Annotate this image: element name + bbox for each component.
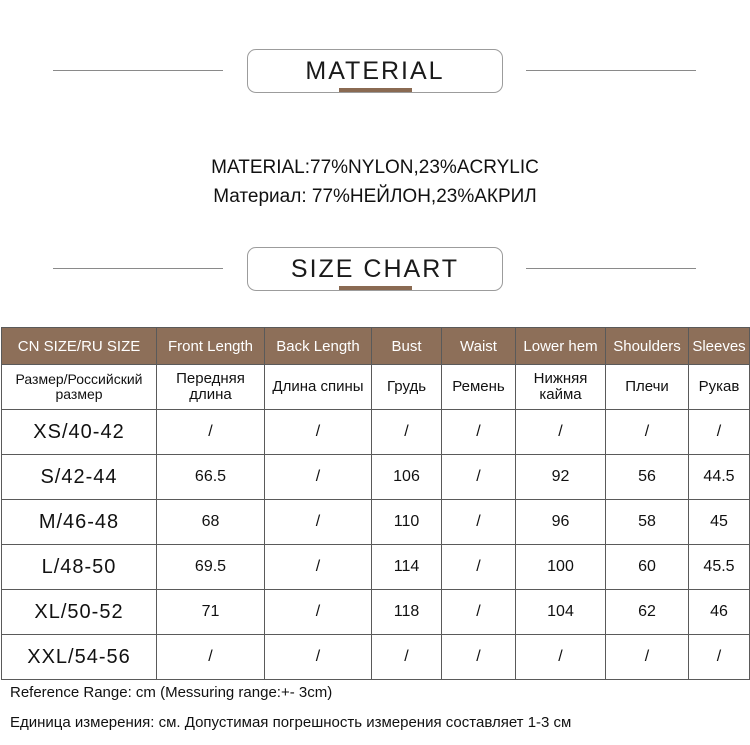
size-chart-section-header [0,247,750,291]
measurement-cell: / [689,635,750,680]
measurement-cell: / [265,455,372,500]
measurement-cell: 92 [516,455,606,500]
measurement-cell: 106 [372,455,442,500]
measurement-cell: 114 [372,545,442,590]
material-title-pill [247,49,503,93]
measurement-cell: 69.5 [157,545,265,590]
table-row [2,545,750,590]
measurement-cell: 100 [516,545,606,590]
table-header-row [2,328,750,365]
column-header: Back Length [265,328,372,365]
divider-line [53,268,223,269]
size-cell: XS/40-42 [2,410,157,455]
column-header: CN SIZE/RU SIZE [2,328,157,365]
material-composition-ru: Материал: 77%НЕЙЛОН,23%АКРИЛ [213,186,537,207]
column-header-ru: Нижняя кайма [516,365,606,410]
measurement-cell: / [442,635,516,680]
measurement-cell: / [265,635,372,680]
measurement-cell: / [606,635,689,680]
size-cell: L/48-50 [2,545,157,590]
column-header-ru: Длина спины [265,365,372,410]
size-chart-title-pill [247,247,503,291]
reference-range-note-en: Reference Range: cm (Messuring range:+- 3cm) [10,684,333,701]
column-header-ru: Рукав [689,365,750,410]
size-cell: M/46-48 [2,500,157,545]
measurement-cell: 66.5 [157,455,265,500]
measurement-cell: 71 [157,590,265,635]
size-chart-title: SIZE CHART [290,254,460,283]
size-cell: XL/50-52 [2,590,157,635]
measurement-cell: 96 [516,500,606,545]
table-row [2,500,750,545]
measurement-cell: 110 [372,500,442,545]
measurement-cell: 68 [157,500,265,545]
measurement-cell: / [442,590,516,635]
column-header: Sleeves [689,328,750,365]
measurement-cell: / [442,545,516,590]
column-header: Shoulders [606,328,689,365]
column-header-ru: Передняя длина [157,365,265,410]
column-header-ru: Размер/Российский размер [2,365,157,410]
measurement-cell: 58 [606,500,689,545]
measurement-cell: 62 [606,590,689,635]
material-composition-en: MATERIAL:77%NYLON,23%ACRYLIC [211,157,539,178]
measurement-cell: / [157,410,265,455]
title-accent-bar [339,88,412,92]
table-row [2,410,750,455]
column-header: Bust [372,328,442,365]
table-row [2,635,750,680]
measurement-cell: / [442,500,516,545]
divider-line [526,70,696,71]
measurement-cell: / [265,410,372,455]
reference-range-note-ru: Единица измерения: см. Допустимая погрешность измерения составляет 1-3 см [10,714,572,731]
measurement-cell: 104 [516,590,606,635]
measurement-cell: 56 [606,455,689,500]
measurement-cell: 45.5 [689,545,750,590]
column-header-ru: Плечи [606,365,689,410]
measurement-cell: / [516,410,606,455]
measurement-cell: / [372,410,442,455]
divider-line [526,268,696,269]
table-row [2,455,750,500]
measurement-cell: 44.5 [689,455,750,500]
measurement-cell: / [442,410,516,455]
size-cell: S/42-44 [2,455,157,500]
measurement-cell: / [265,590,372,635]
measurement-cell: / [372,635,442,680]
size-cell: XXL/54-56 [2,635,157,680]
measurement-cell: / [265,545,372,590]
measurement-cell: / [606,410,689,455]
material-title: MATERIAL [305,56,445,85]
column-header: Front Length [157,328,265,365]
column-header-ru: Ремень [442,365,516,410]
measurement-cell: / [442,455,516,500]
table-header-row-ru [2,365,750,410]
measurement-cell: 60 [606,545,689,590]
column-header-ru: Грудь [372,365,442,410]
measurement-cell: 45 [689,500,750,545]
measurement-cell: 46 [689,590,750,635]
measurement-cell: / [516,635,606,680]
column-header: Lower hem [516,328,606,365]
measurement-cell: 118 [372,590,442,635]
divider-line [53,70,223,71]
table-row [2,590,750,635]
measurement-cell: / [265,500,372,545]
column-header: Waist [442,328,516,365]
title-accent-bar [339,286,412,290]
size-chart-table [1,327,750,680]
material-section-header [0,49,750,93]
measurement-cell: / [157,635,265,680]
measurement-cell: / [689,410,750,455]
